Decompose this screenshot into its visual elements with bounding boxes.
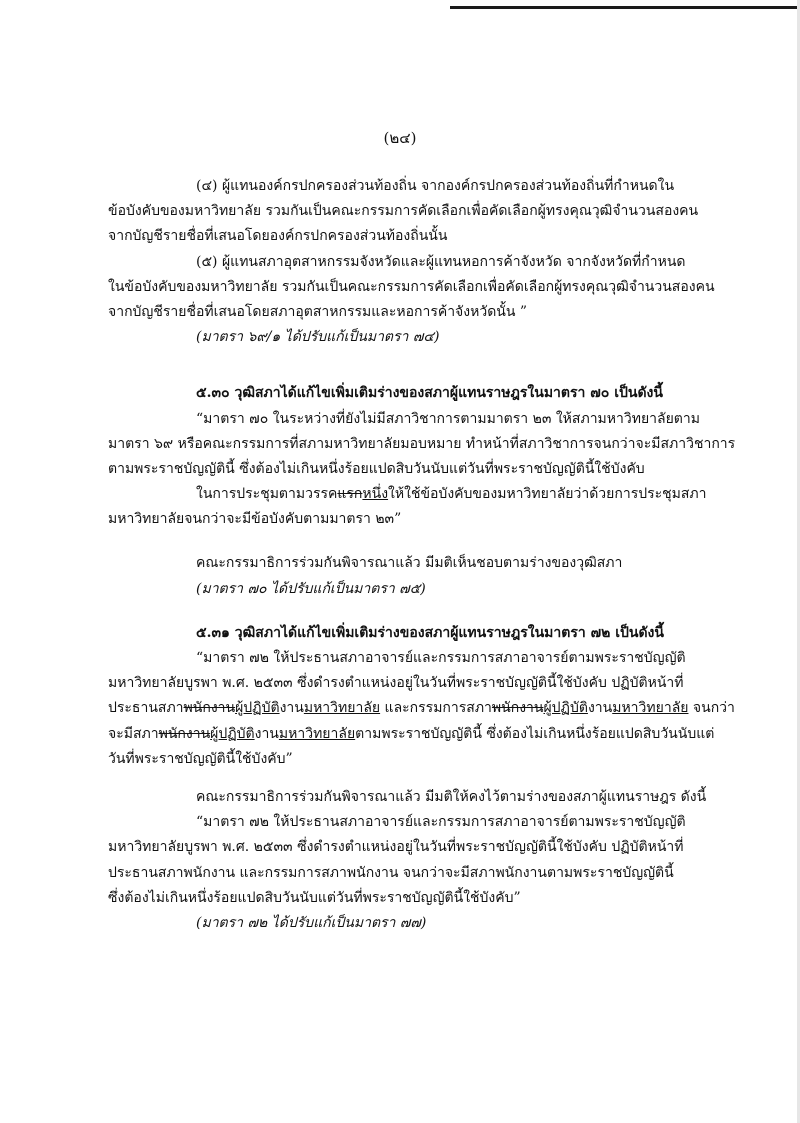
text-line: มาตรา ๖๙ หรือคณะกรรมการที่สภามหาวิทยาลัยมอบหมาย ทำหน้าที่สภาวิชาการจนกว่าจะมีสภาวิชาการ bbox=[108, 435, 736, 452]
text-segment: ให้ใช้ข้อบังคับของมหาวิทยาลัยว่าด้วยการประชุมสภา bbox=[388, 486, 707, 503]
spacer bbox=[108, 772, 708, 785]
text-line: วันที่พระราชบัญญัตินี้ใช้บังคับ” bbox=[108, 750, 293, 767]
text-segment: จะมีสภา bbox=[108, 725, 159, 742]
inserted-text: มหาวิทยาลัย bbox=[303, 700, 381, 717]
text-segment: งาน bbox=[587, 700, 613, 717]
section-note: (มาตรา ๗๒ ได้ปรับแก้เป็นมาตรา ๗๗) bbox=[196, 914, 427, 931]
text-line: ตามพระราชบัญญัตินี้ ซึ่งต้องไม่เกินหนึ่งร้อยแปดสิบวันนับแต่วันที่พระราชบัญญัตินี้ใช้บังคับ bbox=[108, 460, 645, 477]
deleted-text: แรก bbox=[337, 486, 363, 503]
text-segment: งาน bbox=[254, 725, 279, 742]
text-segment: ประธานสภา bbox=[108, 700, 184, 717]
inserted-text: ผู้ปฏิบัติ bbox=[235, 700, 280, 717]
text-line: มหาวิทยาลัยบูรพา พ.ศ. ๒๕๓๓ ซึ่งดำรงตำแหน่งอยู่ในวันที่พระราชบัญญัตินี้ใช้บังคับ ปฏิบัติหน้าที่ bbox=[108, 675, 684, 692]
spacer bbox=[108, 602, 708, 621]
top-edge-line bbox=[450, 6, 800, 9]
text-line: (๕) ผู้แทนสภาอุตสาหกรรมจังหวัดและผู้แทนหอการค้าจังหวัด จากจังหวัดที่กำหนด bbox=[196, 253, 686, 270]
deleted-text: พนักงาน bbox=[183, 700, 236, 717]
text-segment: จนกว่า bbox=[688, 700, 735, 717]
text-line: จากบัญชีรายชื่อที่เสนอโดยสภาอุตสาหกรรมและหอการค้าจังหวัดนั้น ” bbox=[108, 303, 528, 320]
text-line: (๔) ผู้แทนองค์กรปกครองส่วนท้องถิ่น จากองค์กรปกครองส่วนท้องถิ่นที่กำหนดใน bbox=[196, 178, 675, 194]
section-note: (มาตรา ๖๙/๑ ได้ปรับแก้เป็นมาตรา ๗๔) bbox=[196, 329, 440, 346]
text-segment: ตามพระราชบัญญัตินี้ ซึ่งต้องไม่เกินหนึ่งร้อยแปดสิบวันนับแต่ bbox=[355, 725, 715, 742]
text-line: ประธานสภาพนักงาน และกรรมการสภาพนักงาน จนกว่าจะมีสภาพนักงานตามพระราชบัญญัตินี้ bbox=[108, 864, 674, 881]
inserted-text: ผู้ปฏิบัติ bbox=[543, 700, 588, 717]
document-body bbox=[108, 174, 736, 936]
inserted-text: มหาวิทยาลัย bbox=[278, 725, 356, 742]
text-line: มหาวิทยาลัยบูรพา พ.ศ. ๒๕๓๓ ซึ่งดำรงตำแหน่งอยู่ในวันที่พระราชบัญญัตินี้ใช้บังคับ ปฏิบัติหน้าที่ bbox=[108, 839, 684, 856]
text-line bbox=[108, 722, 715, 747]
text-line: “มาตรา ๗๒ ให้ประธานสภาอาจารย์และกรรมการสภาอาจารย์ตามพระราชบัญญัติ bbox=[196, 814, 686, 831]
inserted-text: มหาวิทยาลัย bbox=[612, 700, 689, 717]
inserted-text: ผู้ปฏิบัติ bbox=[210, 725, 255, 742]
text-line: “มาตรา ๗๒ ให้ประธานสภาอาจารย์และกรรมการสภาอาจารย์ตามพระราชบัญญัติ bbox=[196, 650, 686, 666]
text-segment: และกรรมการสภา bbox=[380, 700, 492, 717]
section-5-30 bbox=[108, 381, 736, 602]
paragraph-item-5 bbox=[108, 250, 715, 326]
inserted-text: หนึ่ง bbox=[362, 486, 389, 503]
section-heading: ๕.๓๑ วุฒิสภาได้แก้ไขเพิ่มเติมร่างของสภาผู้แทนราษฎรในมาตรา ๗๒ เป็นดังนี้ bbox=[196, 624, 664, 641]
spacer bbox=[108, 532, 708, 551]
section-note: (มาตรา ๗๐ ได้ปรับแก้เป็นมาตรา ๗๕) bbox=[196, 580, 426, 597]
text-line: จากบัญชีรายชื่อที่เสนอโดยองค์กรปกครองส่วนท้องถิ่นนั้น bbox=[108, 228, 448, 245]
page-number: (๒๔) bbox=[383, 129, 417, 147]
committee-resolution: คณะกรรมาธิการร่วมกันพิจารณาแล้ว มีมติให้คงไว้ตามร่างของสภาผู้แทนราษฎร ดังนี้ bbox=[196, 788, 707, 805]
text-line: “มาตรา ๗๐ ในระหว่างที่ยังไม่มีสภาวิชาการตามมาตรา ๒๓ ให้สภามหาวิทยาลัยตาม bbox=[196, 410, 700, 427]
text-line bbox=[108, 696, 735, 721]
text-segment: งาน bbox=[279, 700, 304, 717]
deleted-text: พนักงาน bbox=[158, 725, 211, 742]
committee-resolution: คณะกรรมาธิการร่วมกันพิจารณาแล้ว มีมติเห็นชอบตามร่างของวุฒิสภา bbox=[196, 555, 623, 572]
section-5-31 bbox=[108, 621, 735, 936]
text-line: มหาวิทยาลัยจนกว่าจะมีข้อบังคับตามมาตรา ๒๓” bbox=[108, 511, 402, 528]
deleted-text: พนักงาน bbox=[491, 700, 544, 717]
text-line: ซึ่งต้องไม่เกินหนึ่งร้อยแปดสิบวันนับแต่วันที่พระราชบัญญัตินี้ใช้บังคับ” bbox=[108, 889, 521, 906]
spacer bbox=[108, 350, 708, 381]
paragraph-item-4 bbox=[108, 174, 708, 250]
section-heading: ๕.๓๐ วุฒิสภาได้แก้ไขเพิ่มเติมร่างของสภาผู้แทนราษฎรในมาตรา ๗๐ เป็นดังนี้ bbox=[196, 385, 663, 402]
text-segment: ในการประชุมตามวรรค bbox=[196, 486, 338, 503]
text-line bbox=[108, 482, 708, 507]
text-line: ข้อบังคับของมหาวิทยาลัย รวมกันเป็นคณะกรรมการคัดเลือกเพื่อคัดเลือกผู้ทรงคุณวุฒิจำนวนสองคน bbox=[108, 203, 699, 220]
text-line: ในข้อบังคับของมหาวิทยาลัย รวมกันเป็นคณะกรรมการคัดเลือกเพื่อคัดเลือกผู้ทรงคุณวุฒิจำนวนสองคน bbox=[108, 278, 715, 295]
